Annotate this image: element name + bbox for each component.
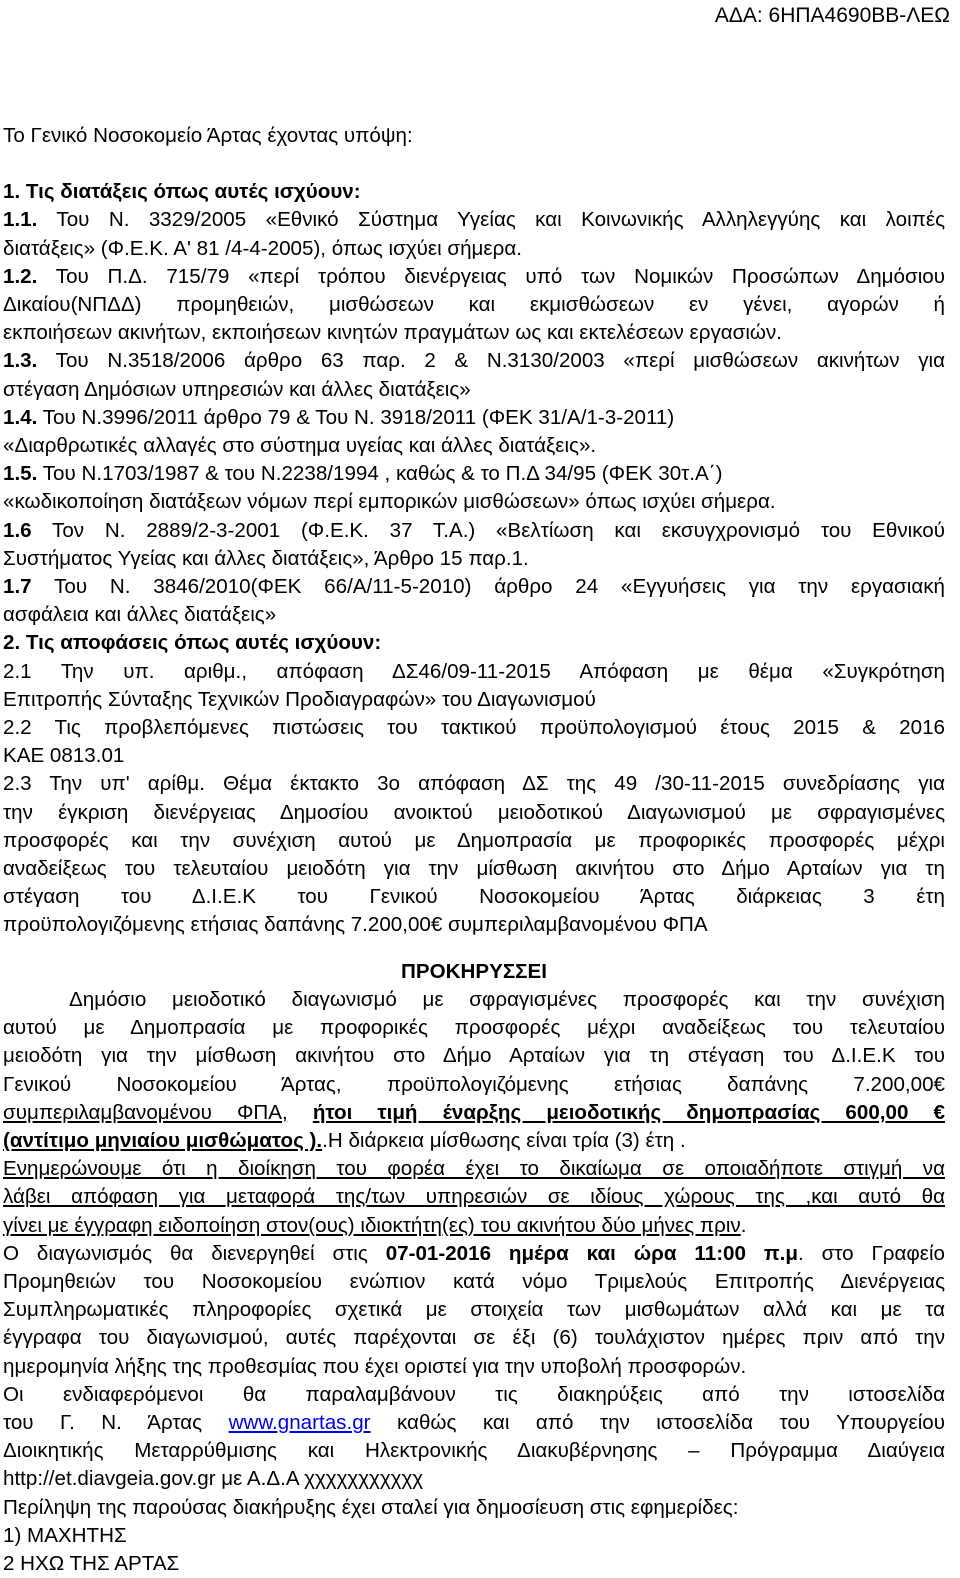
item-1-6-cont: Συστήματος Υγείας και άλλες διατάξεις», Άρθρο 15 παρ.1.: [3, 546, 529, 570]
text-segment: καθώς και από την ιστοσελίδα του Υπουργείου: [397, 1410, 945, 1434]
item-2-3-cont: στέγαση του Δ.Ι.Ε.Κ του Γενικού Νοσοκομείου Άρτας διάρκειας 3 έτη: [3, 885, 945, 909]
section-2: [3, 629, 945, 939]
text-segment: συμπεριλαμβανομένου ΦΠΑ,: [3, 1100, 288, 1124]
proclamation-line: Γενικού Νοσοκομείου Άρτας, προϋπολογιζόμενης ετήσιας δαπάνης 7.200,00€: [3, 1072, 945, 1096]
item-num: 1.1.: [3, 208, 38, 232]
item-num: 1.3.: [3, 349, 38, 373]
section-2-heading: 2. Τις αποφάσεις όπως αυτές ισχύουν:: [3, 631, 382, 655]
item-2-1-cont: Επιτροπής Σύνταξης Τεχνικών Προδιαγραφών» του Διαγωνισμού: [3, 687, 596, 711]
item-1-7: [3, 573, 945, 601]
item-text: Τον Ν. 2889/2-3-2001 (Φ.Ε.Κ. 37 Τ.Α.) «Βελτίωση και εκσυγχρονισμό του Εθνικού: [52, 518, 945, 542]
item-1-7-cont: ασφάλεια και άλλες διατάξεις»: [3, 603, 277, 627]
item-2-3-cont: προϋπολογιζόμενης ετήσιας δαπάνης 7.200,00€ συμπεριλαμβανομένου ΦΠΑ: [3, 913, 708, 937]
contest-line: Διοικητικής Μεταρρύθμισης και Ηλεκτρονικής Διακυβέρνησης – Πρόγραμμα Διαύγεια: [3, 1439, 945, 1463]
gnartas-link[interactable]: www.gnartas.gr: [228, 1410, 371, 1434]
contest-line: [3, 1409, 945, 1437]
text-segment: .: [740, 1213, 747, 1237]
proclamation-line: [3, 1099, 945, 1127]
item-2-2: 2.2 Τις προβλεπόμενες πιστώσεις του τακτικού προϋπολογισμού έτους 2015 & 2016: [3, 716, 945, 740]
item-1-4-cont: «Διαρθρωτικές αλλαγές στο σύστημα υγείας και άλλες διατάξεις».: [3, 434, 597, 458]
item-text: Του Ν.3996/2011 άρθρο 79 & Του Ν. 3918/2011 (ΦΕΚ 31/Α/1-3-2011): [42, 405, 675, 429]
section-1-heading: 1. Τις διατάξεις όπως αυτές ισχύουν:: [3, 180, 361, 204]
duration-text: .Η διάρκεια μίσθωσης είναι τρία (3) έτη .: [322, 1128, 686, 1152]
monthly-rent-note: (αντίτιμο μηνιαίου μισθώματος ).: [3, 1128, 323, 1152]
item-1-5-cont: «κωδικοποίηση διατάξεων νόμων περί εμπορικών μισθώσεων» όπως ισχύει σήμερα.: [3, 490, 776, 514]
contest-line: ημερομηνία λήξης της προθεσμίας που έχει οριστεί για την υποβολή προσφορών.: [3, 1354, 747, 1378]
text-segment: γίνει με έγγραφη ειδοποίηση στον(ους) ιδιοκτήτη(ες) του ακινήτου δύο μήνες πριν: [3, 1213, 741, 1237]
item-2-3-cont: αναδείξεως του τελευταίου μειοδότη για την μίσθωση ακινήτου στο Δήμο Αρταίων για τη: [3, 857, 945, 881]
contest-line: Οι ενδιαφερόμενοι θα παραλαμβάνουν τις διακηρύξεις από την ιστοσελίδα: [3, 1382, 945, 1406]
item-1-2-cont: Δικαίου(ΝΠΔΔ) προμηθειών, μισθώσεων και εκμισθώσεων εν γένει, αγορών ή: [3, 293, 945, 317]
item-num: 1.6: [3, 518, 32, 542]
item-1-6: [3, 517, 945, 545]
item-1-5: [3, 460, 945, 488]
item-1-2: [3, 263, 945, 291]
document-body: [3, 122, 945, 1578]
contest-line: [3, 1240, 945, 1268]
ada-code: ΑΔΑ: 6ΗΠΑ4690ΒΒ-ΛΕΩ: [714, 4, 950, 27]
proclamation-line: αυτού με Δημοπρασία με προφορικές προσφορές μέχρι αναδείξεως του τελευταίου: [3, 1016, 945, 1040]
item-num: 1.2.: [3, 264, 38, 288]
newspaper-item: 2 ΗΧΩ ΤΗΣ ΑΡΤΑΣ: [3, 1551, 180, 1575]
item-text: Του Ν.3518/2006 άρθρο 63 παρ. 2 & Ν.3130/2003 «περί μισθώσεων ακινήτων για: [55, 349, 945, 373]
item-1-2-cont: εκποιήσεων ακινήτων, εκποιήσεων κινητών πραγμάτων ως και εκτελέσεων εργασιών.: [3, 321, 783, 345]
item-1-1: [3, 206, 945, 234]
proclamation-line: [3, 1127, 945, 1155]
item-2-1: 2.1 Την υπ. αριθμ., απόφαση ΔΣ46/09-11-2015 Απόφαση με θέμα «Συγκρότηση: [3, 659, 945, 683]
item-2-3-cont: την έγκριση διενέργειας Δημοσίου ανοικτού μειοδοτικού Διαγωνισμού με σφραγισμένες: [3, 800, 945, 824]
notice-line: λάβει απόφαση για μεταφορά της/των υπηρεσιών σε ιδίους χώρους της ,και αυτό θα: [3, 1185, 945, 1209]
item-text: Του Ν. 3329/2005 «Εθνικό Σύστημα Υγείας και Κοινωνικής Αλληλεγγύης και λοιπές: [56, 208, 945, 232]
item-2-3-cont: προσφορές και την συνέχιση αυτού με Δημοπρασία με προφορικές προσφορές μέχρι: [3, 828, 945, 852]
item-num: 1.4.: [3, 405, 38, 429]
item-1-4: [3, 404, 945, 432]
item-text: Του Π.Δ. 715/79 «περί τρόπου διενέργειας υπό των Νομικών Προσώπων Δημόσιου: [55, 264, 945, 288]
contest-info: [3, 1240, 945, 1578]
starting-price: ήτοι τιμή έναρξης μειοδοτικής δημοπρασίας 600,00 €: [312, 1100, 945, 1124]
intro-line: Το Γενικό Νοσοκομείο Άρτας έχοντας υπόψη:: [3, 124, 413, 147]
contest-line: http://et.diavgeia.gov.gr με Α.Δ.Α χχχχχχχχχχχ: [3, 1467, 424, 1491]
item-2-2-cont: ΚΑΕ 0813.01: [3, 744, 125, 768]
proclamation-line: μειοδότη για την μίσθωση ακινήτου στο Δήμο Αρταίων για τη στέγαση του Δ.Ι.Ε.Κ του: [3, 1044, 945, 1068]
item-1-3: [3, 347, 945, 375]
notice-line: [3, 1212, 945, 1240]
text-segment: Ο διαγωνισμός θα διενεργηθεί στις: [3, 1241, 368, 1265]
contest-line: Περίληψη της παρούσας διακήρυξης έχει σταλεί για δημοσίευση στις εφημερίδες:: [3, 1495, 739, 1519]
item-text: Του Ν. 3846/2010(ΦΕΚ 66/Α/11-5-2010) άρθρο 24 «Εγγυήσεις για την εργασιακή: [54, 575, 945, 599]
newspaper-item: 1) ΜΑΧΗΤΗΣ: [3, 1523, 127, 1547]
item-num: 1.5.: [3, 462, 38, 486]
contest-line: Συμπληρωματικές πληροφορίες σχετικά με στοιχεία των μισθωμάτων αλλά και με τα: [3, 1298, 945, 1322]
proclamation-line: Δημόσιο μειοδοτικό διαγωνισμό με σφραγισμένες προσφορές και την συνέχιση: [69, 987, 945, 1011]
item-text: Του Ν.1703/1987 & του Ν.2238/1994 , καθώς & το Π.Δ 34/95 (ΦΕΚ 30τ.Α΄): [42, 462, 723, 486]
proclamation-title: ΠΡΟΚΗΡΥΣΣΕΙ: [400, 959, 548, 983]
item-1-3-cont: στέγαση Δημόσιων υπηρεσιών και άλλες διατάξεις»: [3, 377, 471, 401]
notice-line: Ενημερώνουμε ότι η διοίκηση του φορέα έχει το δικαίωμα σε οποιαδήποτε στιγμή να: [3, 1157, 945, 1181]
item-num: 1.7: [3, 575, 32, 599]
text-segment: του Γ. Ν. Άρτας: [3, 1410, 203, 1434]
contest-line: έγγραφα του διαγωνισμού, αυτές παρέχονται σε έξι (6) τουλάχιστον ημέρες πριν από την: [3, 1326, 945, 1350]
section-1: [3, 178, 945, 629]
contest-datetime: 07-01-2016 ημέρα και ώρα 11:00 π.μ: [385, 1241, 798, 1265]
item-2-3: 2.3 Την υπ' αρίθμ. Θέμα έκτακτο 3ο απόφαση ΔΣ της 49 /30-11-2015 συνεδρίασης για: [3, 772, 945, 796]
contest-line: Προμηθειών του Νοσοκομείου ενώπιον κατά νόμο Τριμελούς Επιτροπής Διενέργειας: [3, 1269, 945, 1293]
proclamation: [3, 958, 945, 1240]
item-1-1-cont: διατάξεις» (Φ.Ε.Κ. Α' 81 /4-4-2005), όπως ισχύει σήμερα.: [3, 236, 522, 260]
text-segment: . στο Γραφείο: [797, 1241, 945, 1265]
